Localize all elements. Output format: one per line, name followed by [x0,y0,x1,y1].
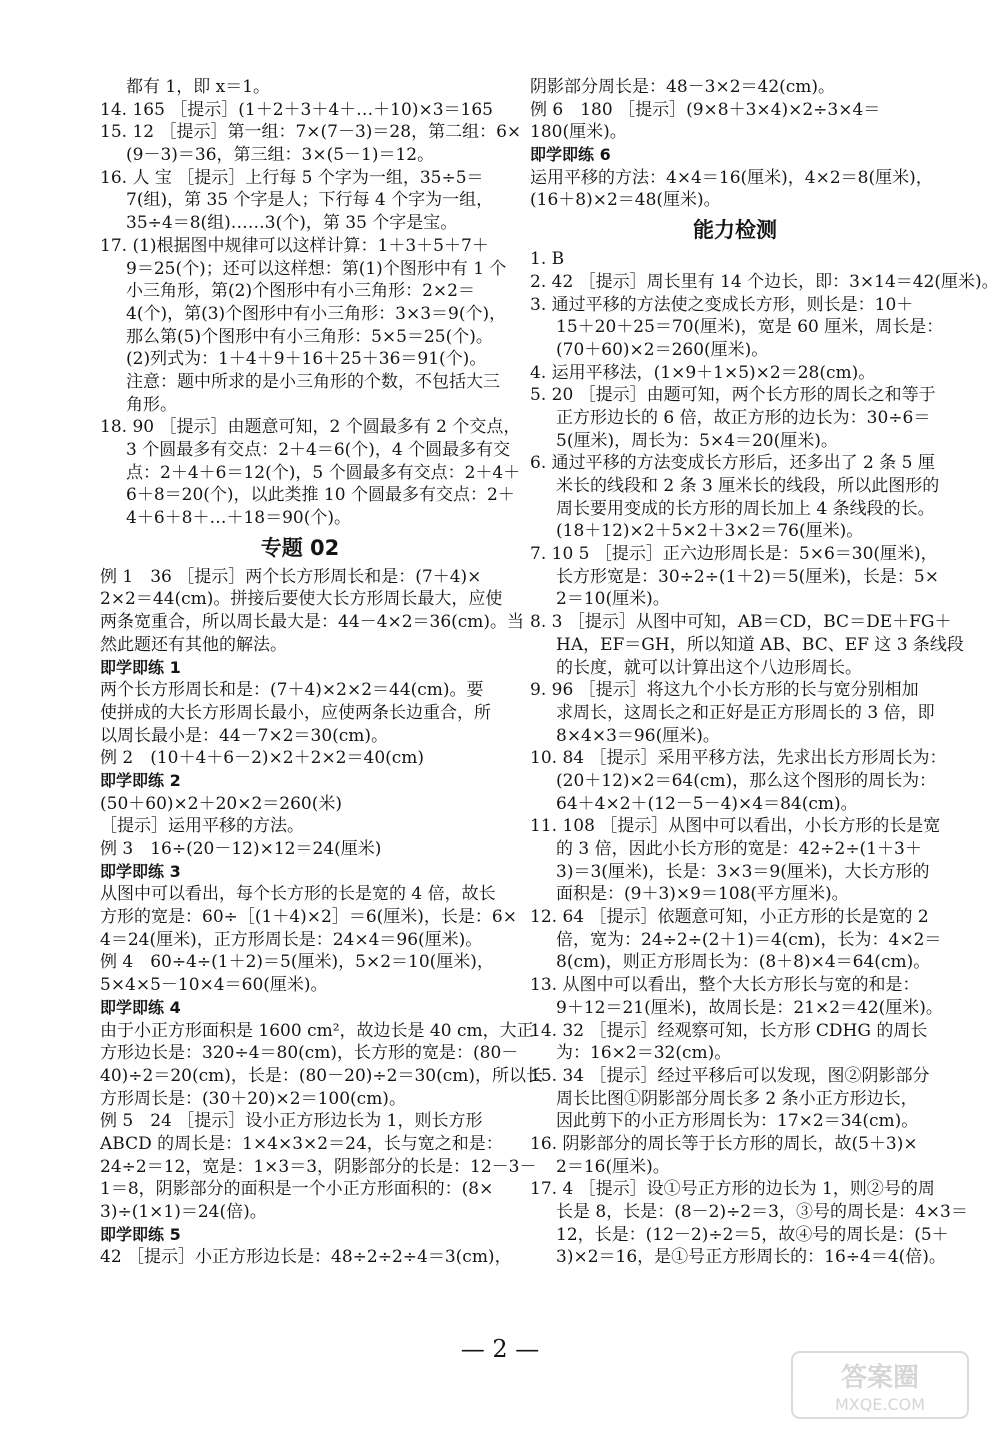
text-line: 周长要用变成的长方形的周长加上 4 条线段的长。 [556,498,935,519]
text-line: 13. 从图中可以看出，整个大长方形长与宽的和是： [530,975,920,996]
text-line: 8. 3 ［提示］从图中可知，AB＝CD，BC＝DE＋FG＋ [530,612,952,633]
text-line: 倍，宽为：24÷2÷(2＋1)＝4(cm)，长为：4×2＝ [556,929,942,950]
text-line: 8(cm)，则正方形周长为：(8＋8)×4＝64(cm)。 [556,952,931,973]
text-line: 正方形边长的 6 倍，故正方形的边长为：30÷6＝ [556,407,931,428]
exercise-subheading: 即学即练 5 [100,1224,181,1244]
text-line: 14. 165 ［提示］(1＋2＋3＋4＋…＋10)×3＝165 [100,99,493,120]
text-line: 方形的宽是：60÷［(1＋4)×2］＝6(厘米)，长是：6× [100,907,517,928]
text-line: 角形。 [126,394,177,415]
text-line: 14. 32 ［提示］经观察可知，长方形 CDHG 的周长 [530,1020,928,1041]
text-line: 例 5 24 ［提示］设小正方形边长为 1，则长方形 [100,1111,483,1132]
text-line: 使拼成的大长方形周长最小，应使两条长边重合，所 [100,702,491,723]
text-line: 都有 1，即 x＝1。 [126,77,271,97]
text-line: 11. 108 ［提示］从图中可以看出，小长方形的长是宽 [530,816,941,837]
text-line: 4(个)，第(3)个图形中有小三角形：3×3＝9(个)， [126,303,507,324]
text-line: 64＋4×2＋(12－5－4)×4＝84(cm)。 [556,793,858,814]
text-line: 4＋6＋8＋…＋18＝90(个)。 [126,508,351,529]
text-line: 为：16×2＝32(cm)。 [556,1043,732,1064]
text-line: (20＋12)×2＝64(cm)，那么这个图形的周长为： [556,770,937,791]
text-line: 2＝16(厘米)。 [556,1156,670,1177]
text-line: 17. (1)根据图中规律可以这样计算：1＋3＋5＋7＋ [100,235,489,256]
text-line: 15. 34 ［提示］经过平移后可以发现，图②阴影部分 [530,1065,930,1086]
text-line: 16. 阴影部分的周长等于长方形的周长，故(5＋3)× [530,1133,918,1154]
text-line: 例 3 16÷(20－12)×12＝24(厘米) [100,839,382,859]
text-line: 例 6 180 ［提示］(9×8＋3×4)×2÷3×4＝ [530,99,881,120]
text-line: 面积是：(9＋3)×9＝108(平方厘米)。 [556,884,849,905]
text-line: 小三角形，第(2)个图形中有小三角形：2×2＝ [126,281,475,302]
text-line: 例 2 (10＋4＋6－2)×2＋2×2＝40(cm) [100,748,425,769]
text-line: 3)×2＝16，是①号正方形周长的：16÷4＝4(倍)。 [556,1247,946,1268]
exercise-subheading: 即学即练 1 [100,657,181,677]
text-line: (50＋60)×2＋20×2＝260(米) [100,793,342,814]
text-line: 方形周长是：(30＋20)×2＝100(cm)。 [100,1088,406,1109]
text-line: 例 1 36 ［提示］两个长方形周长和是：(7＋4)× [100,566,482,587]
exercise-subheading: 即学即练 6 [530,145,611,165]
text-line: 从图中可以看出，每个长方形的长是宽的 4 倍，故长 [100,884,496,905]
watermark-title: 答案圈 [840,1363,920,1393]
text-line: 两条宽重合，所以周长最大是：44－4×2＝36(cm)。当 [100,612,525,633]
text-line: (9－3)＝36，第三组：3×(5－1)＝12。 [126,145,435,166]
text-line: 那么第(5)个图形中有小三角形：5×5＝25(个)。 [126,326,493,347]
text-line: 7(组)，第 35 个字是人；下行每 4 个字为一组， [126,190,494,211]
text-line: (70＋60)×2＝260(厘米)。 [556,339,769,360]
text-line: 3)÷(1×1)＝24(倍)。 [100,1202,267,1222]
text-line: 15＋20＋25＝70(厘米)，宽是 60 厘米，周长是： [556,317,944,338]
text-line: 2. 42 ［提示］周长里有 14 个边长，即：3×14＝42(厘米)。 [530,271,999,292]
text-line: 阴影部分周长是：48－3×2＝42(cm)。 [530,77,836,97]
text-line: (2)列式为：1＋4＋9＋16＋25＋36＝91(个)。 [126,349,487,370]
text-line: 6. 通过平移的方法变成长方形后，还多出了 2 条 5 厘 [530,453,935,474]
text-line: 1. B [530,249,565,270]
text-line: 5(厘米)，周长为：5×4＝20(厘米)。 [556,430,838,451]
text-line: 2×2＝44(cm)。拼接后要使大长方形周长最大，应使 [100,589,503,610]
text-line: 米长的线段和 2 条 3 厘米长的线段，所以此图形的 [556,476,940,496]
exercise-subheading: 即学即练 3 [100,861,181,881]
text-line: 12. 64 ［提示］依题意可知，小正方形的长是宽的 2 [530,907,929,928]
text-line: 12，长是：(12－2)÷2＝5，故④号的周长是：(5＋ [556,1224,949,1245]
text-line: 的长度，就可以计算出这个八边形周长。 [556,657,862,678]
text-line: 7. 10 5 ［提示］正六边形周长是：5×6＝30(厘米)， [530,544,938,565]
exercise-subheading: 即学即练 2 [100,770,181,790]
text-line: ABCD 的周长是：1×4×3×2＝24，长与宽之和是： [100,1133,503,1154]
right-column [530,76,999,1269]
text-line: 42 ［提示］小正方形边长是：48÷2÷2÷4＝3(cm)， [100,1247,512,1268]
text-line: (16＋8)×2＝48(厘米)。 [530,190,721,211]
text-line: 16. 人 宝 ［提示］上行每 5 个字为一组，35÷5＝ [100,167,484,188]
text-line: 然此题还有其他的解法。 [100,634,287,655]
text-line: 长方形宽是：30÷2÷(1＋2)＝5(厘米)，长是：5× [556,566,939,587]
text-line: 3 个圆最多有交点：2＋4＝6(个)，4 个圆最多有交 [126,440,511,460]
text-line: 长是 8，长是：(8－2)÷2＝3，③号的周长是：4×3＝ [556,1202,968,1222]
text-line: 的 3 倍，因此小长方形的宽是：42÷2÷(1＋3＋ [556,839,922,859]
text-line: 8×4×3＝96(厘米)。 [556,725,720,746]
text-line: 10. 84 ［提示］采用平移方法，先求出长方形周长为： [530,748,947,769]
text-line: 方形边长是：320÷4＝80(cm)，长方形的宽是：(80－ [100,1043,519,1064]
text-line: 注意：题中所求的是小三角形的个数，不包括大三 [126,371,500,392]
text-line: 180(厘米)。 [530,122,627,143]
text-line: ［提示］运用平移的方法。 [100,816,304,837]
text-line: 17. 4 ［提示］设①号正方形的边长为 1，则②号的周 [530,1179,935,1200]
text-line: 例 4 60÷4÷(1＋2)＝5(厘米)，5×2＝10(厘米)， [100,952,494,973]
section-heading: 专题 02 [260,535,340,560]
watermark-url: MXQE.COM [834,1395,926,1414]
text-line: 求周长，这周长之和正好是正方形周长的 3 倍，即 [556,702,935,723]
text-line: 9. 96 ［提示］将这九个小长方形的长与宽分别相加 [530,680,919,701]
watermark-logo [790,1350,970,1420]
section-heading: 能力检测 [693,218,777,243]
text-line: 两个长方形周长和是：(7＋4)×2×2＝44(cm)。要 [100,680,484,701]
text-line: 周长比图①阴影部分周长多 2 条小正方形边长， [556,1088,918,1109]
text-line: HA，EF＝GH，所以知道 AB、BC、EF 这 3 条线段 [556,634,964,655]
text-line: 以周长最小是：44－7×2＝30(cm)。 [100,725,389,746]
text-line: 9＝25(个)；还可以这样想：第(1)个图形中有 1 个 [126,258,507,279]
text-line: 24÷2＝12，宽是：1×3＝3，阴影部分的长是：12－3－ [100,1156,537,1177]
text-line: 18. 90 ［提示］由题意可知，2 个圆最多有 2 个交点， [100,417,521,438]
text-line: 9＋12＝21(厘米)，故周长是：21×2＝42(厘米)。 [556,997,943,1018]
text-line: 运用平移的方法：4×4＝16(厘米)，4×2＝8(厘米)， [530,167,933,188]
left-column [100,76,543,1269]
page-number: — 2 — [460,1335,540,1363]
text-line: 5×4×5－10×4＝60(厘米)。 [100,975,328,996]
text-line: 15. 12 ［提示］第一组：7×(7－3)＝28，第二组：6× [100,122,522,143]
text-line: 2＝10(厘米)。 [556,589,670,610]
text-line: (18＋12)×2＋5×2＋3×2＝76(厘米)。 [556,521,864,542]
text-line: 5. 20 ［提示］由题可知，两个长方形的周长之和等于 [530,385,936,406]
text-line: 35÷4＝8(组)……3(个)，第 35 个字是宝。 [126,213,458,234]
text-line: 40)÷2＝20(cm)，长是：(80－20)÷2＝30(cm)，所以长 [100,1065,543,1086]
text-line: 4. 运用平移法，(1×9＋1×5)×2＝28(cm)。 [530,362,876,383]
text-line: 因此剪下的小正方形周长为：17×2＝34(cm)。 [556,1111,919,1132]
text-line: 由于小正方形面积是 1600 cm²，故边长是 40 cm，大正 [100,1020,534,1041]
text-line: 3. 通过平移的方法使之变成长方形，则长是：10＋ [530,294,914,315]
text-line: 6＋8＝20(个)，以此类推 10 个圆最多有交点：2＋ [126,485,515,506]
text-line: 3)＝3(厘米)，长是：3×3＝9(厘米)，大长方形的 [556,861,930,882]
text-line: 4＝24(厘米)，正方形周长是：24×4＝96(厘米)。 [100,929,483,950]
text-line: 点：2＋4＋6＝12(个)，5 个圆最多有交点：2＋4＋ [126,462,521,483]
exercise-subheading: 即学即练 4 [100,997,181,1017]
text-line: 1＝8，阴影部分的面积是一个小正方形面积的：(8× [100,1179,494,1200]
